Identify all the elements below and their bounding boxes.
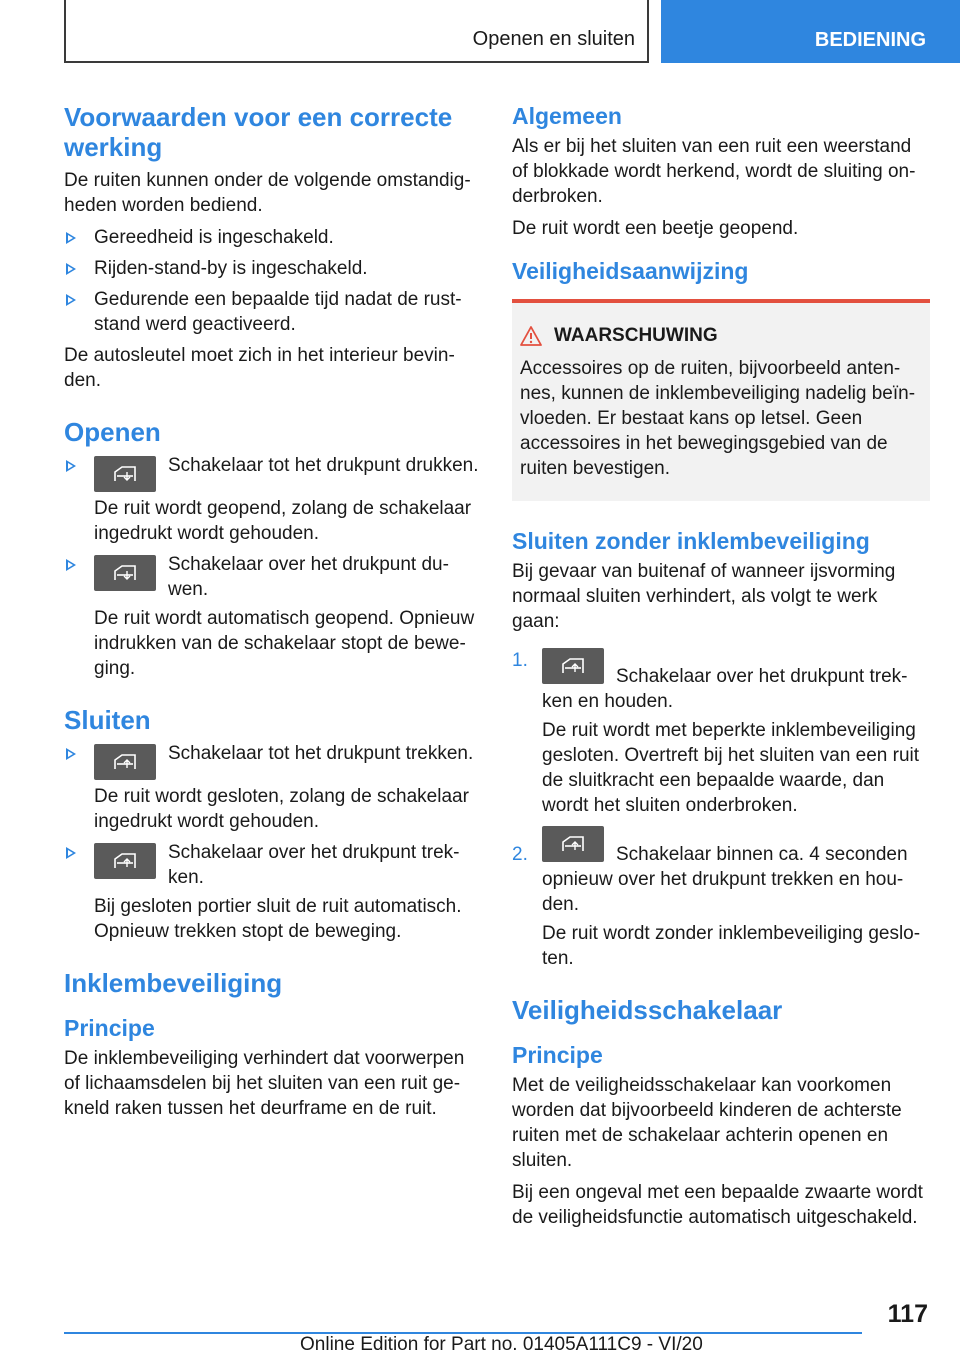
list-item: [64, 453, 482, 546]
header-chapter-tab[interactable]: [661, 0, 960, 63]
triangle-bullet-icon: [66, 460, 76, 472]
action-text: Schakelaar tot het drukpunt drukken.: [168, 455, 479, 476]
voorwaarden-intro: De ruiten kunnen onder de volgende omstandigheden worden bediend.: [64, 170, 471, 216]
zonder-intro: Bij gevaar van buitenaf of wanneer ijsvorming normaal sluiten verhindert, als volgt te werk gaan:: [512, 561, 896, 632]
list-item: [512, 826, 930, 971]
list-item: [512, 648, 930, 818]
algemeen-text-2: De ruit wordt een beetje geopend.: [512, 218, 799, 239]
page-number: 117: [887, 1300, 928, 1328]
warning-header: [520, 323, 920, 348]
window-switch-icon: [542, 826, 604, 862]
window-switch-icon: [94, 843, 156, 879]
list-item: [64, 225, 482, 250]
warning-triangle-icon: [520, 326, 542, 346]
voorwaarden-list: [64, 225, 482, 337]
heading-sluiten: Sluiten: [64, 705, 151, 735]
warning-title: WAARSCHUWING: [554, 325, 718, 346]
heading-principe: Principe: [64, 1015, 155, 1041]
list-item: [64, 741, 482, 834]
heading-algemeen: Algemeen: [512, 103, 622, 129]
left-column: [64, 102, 482, 1128]
voorwaarden-note: De autosleutel moet zich in het interieur bevinden.: [64, 345, 455, 391]
action-text: Schakelaar over het drukpunt duwen.: [168, 554, 449, 600]
openen-list: [64, 453, 482, 681]
list-item-text: Gereedheid is ingeschakeld.: [94, 227, 334, 248]
heading-veiligheidsschakelaar: Veiligheidsschakelaar: [512, 995, 783, 1025]
schakelaar-text-2: Bij een ongeval met een bepaalde zwaarte wordt de veiligheidsfunctie automatisch uitgeschakeld.: [512, 1182, 923, 1228]
heading-inklembeveiliging: Inklembeveiliging: [64, 968, 283, 998]
result-text: Bij gesloten portier sluit de ruit automatisch. Opnieuw trekken stopt de beweging.: [94, 896, 462, 942]
right-column: [512, 102, 930, 1237]
window-switch-icon: [94, 555, 156, 591]
header-section-title: Openen en sluiten: [472, 28, 635, 50]
result-text: De ruit wordt geopend, zolang de schakelaar ingedrukt wordt gehouden.: [94, 498, 472, 544]
header-chapter-label: BEDIENING: [814, 29, 926, 51]
list-item: [64, 840, 482, 944]
heading-sluiten-zonder: Sluiten zonder inklembeveiliging: [512, 528, 870, 554]
schakelaar-text-1: Met de veiligheidsschakelaar kan voorkomen worden dat bijvoorbeeld kinderen de achterste ruiten met de schakelaar achterin openen en sluiten.: [512, 1075, 902, 1171]
action-text: Schakelaar tot het drukpunt trekken.: [168, 743, 474, 764]
window-switch-icon: [94, 456, 156, 492]
triangle-bullet-icon: [66, 559, 76, 571]
triangle-bullet-icon: [66, 294, 76, 306]
list-item: [64, 287, 482, 337]
result-text: De ruit wordt gesloten, zolang de schakelaar ingedrukt wordt gehouden.: [94, 786, 469, 832]
principe-text: De inklembeveiliging verhindert dat voorwerpen of lichaamsdelen bij het sluiten van een ruit gekneld raken tussen het deurframe en de ruit.: [64, 1048, 465, 1119]
warning-box: [512, 299, 930, 501]
heading-veiligheidsaanwijzing: Veiligheidsaanwijzing: [512, 258, 749, 284]
action-text: Schakelaar over het drukpunt trekken.: [168, 842, 460, 888]
heading-principe-2: Principe: [512, 1042, 603, 1068]
footer-edition: Online Edition for Part no. 01405A111C9 - VI/20: [300, 1334, 703, 1355]
triangle-bullet-icon: [66, 232, 76, 244]
window-switch-icon: [94, 744, 156, 780]
result-text: De ruit wordt zonder inklembeveiliging gesloten.: [542, 923, 921, 969]
triangle-bullet-icon: [66, 847, 76, 859]
list-item-text: Gedurende een bepaalde tijd nadat de ruststand werd geactiveerd.: [94, 289, 462, 335]
step-number: 1.: [512, 650, 528, 671]
warning-text: Accessoires op de ruiten, bijvoorbeeld antennes, kunnen de inklembeveiliging nadelig beïnvloeden. Er bestaat kans op letsel. Geen accessoires in het bewegingsgebied van de ruiten bevestigen.: [520, 358, 916, 479]
sluiten-list: [64, 741, 482, 944]
result-text: De ruit wordt met beperkte inklembeveiliging gesloten. Overtreft bij het sluiten van een ruit de sluitkracht een bepaalde waarde, dan wordt het sluiten onderbroken.: [542, 720, 920, 816]
step-number: 2.: [512, 844, 528, 865]
action-text: Schakelaar over het drukpunt trekken en houden.: [542, 666, 908, 712]
heading-openen: Openen: [64, 417, 161, 447]
window-switch-icon: [542, 648, 604, 684]
triangle-bullet-icon: [66, 263, 76, 275]
result-text: De ruit wordt automatisch geopend. Opnieuw indrukken van de schakelaar stopt de beweging.: [94, 608, 475, 679]
triangle-bullet-icon: [66, 748, 76, 760]
list-item: [64, 256, 482, 281]
zonder-steps: [512, 648, 930, 971]
action-text: Schakelaar binnen ca. 4 seconden opnieuw over het drukpunt trekken en houden.: [542, 844, 908, 915]
algemeen-text-1: Als er bij het sluiten van een ruit een weerstand of blokkade wordt herkend, wordt de sluiting onderbroken.: [512, 136, 916, 207]
heading-voorwaarden: Voorwaarden voor een correcte werking: [64, 102, 453, 162]
list-item-text: Rijden-stand-by is ingeschakeld.: [94, 258, 368, 279]
list-item: [64, 552, 482, 681]
